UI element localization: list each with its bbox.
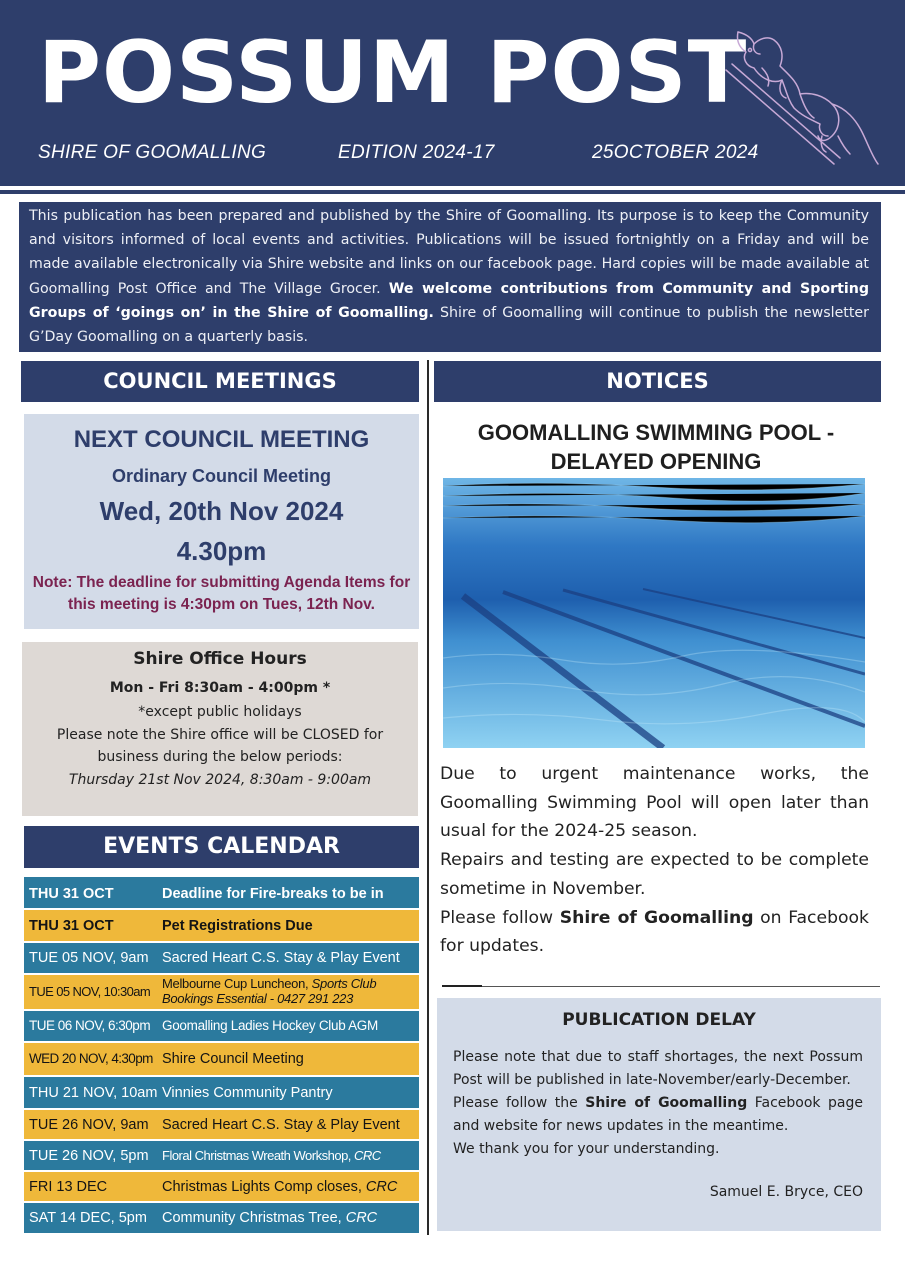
event-row	[24, 1011, 419, 1043]
pool-notice-paragraph: Due to urgent maintenance works, the Goomalling Swimming Pool will open later than usual for the 2024-25 season.	[440, 764, 869, 842]
event-row	[24, 975, 419, 1011]
event-row	[24, 1110, 419, 1141]
event-description: Goomalling Ladies Hockey Club AGM	[162, 1018, 378, 1033]
event-date: THU 31 OCT	[29, 918, 114, 934]
event-date: TUE 26 NOV, 5pm	[29, 1148, 149, 1164]
event-description: Christmas Lights Comp closes, CRC	[162, 1179, 398, 1195]
pool-notice-title: GOOMALLING SWIMMING POOL - DELAYED OPENING	[477, 420, 835, 474]
next-meeting-box	[24, 414, 419, 629]
event-description: Community Christmas Tree, CRC	[162, 1210, 378, 1226]
ceo-signature: Samuel E. Bryce, CEO	[709, 1184, 863, 1200]
event-description: Vinnies Community Pantry	[162, 1085, 333, 1101]
edition-number: EDITION 2024-17	[338, 142, 495, 163]
notice-separator-accent	[442, 985, 482, 987]
event-description: Shire Council Meeting	[162, 1051, 304, 1067]
pool-notice-paragraph: Please follow Shire of Goomalling on Facebook for updates.	[440, 907, 869, 957]
publication-delay-body: Please note that due to staff shortages, the next Possum Post will be published in late-November/early-December. Please follow the Shire of Goomalling Facebook page and website for news updates in the meantime. We thank you for your understanding.	[453, 1049, 863, 1157]
swimming-pool-image	[443, 478, 865, 748]
event-row	[24, 877, 419, 910]
office-hours-box	[22, 642, 418, 816]
event-date: THU 21 NOV, 10am	[29, 1085, 158, 1101]
event-date: FRI 13 DEC	[29, 1179, 108, 1195]
issue-date: 25OCTOBER 2024	[592, 142, 759, 163]
meeting-time: 4.30pm	[176, 536, 267, 566]
possum-icon	[722, 24, 882, 172]
masthead-banner	[0, 0, 905, 186]
event-description: Sacred Heart C.S. Stay & Play Event	[162, 950, 400, 966]
office-closure-period: Thursday 21st Nov 2024, 8:30am - 9:00am	[68, 772, 372, 788]
pool-notice-paragraph: Repairs and testing are expected to be complete sometime in November.	[440, 850, 869, 899]
event-row	[24, 1172, 419, 1203]
event-description: Deadline for Fire-breaks to be in	[162, 886, 384, 902]
council-meetings-heading: COUNCIL MEETINGS	[21, 361, 419, 402]
event-date: TUE 05 NOV, 10:30am	[29, 984, 151, 999]
event-row	[24, 1077, 419, 1110]
pool-notice-body	[440, 760, 869, 961]
office-hours-title: Shire Office Hours	[133, 649, 307, 669]
agenda-deadline-note: Note: The deadline for submitting Agenda Items for this meeting is 4:30pm on Tues, 12th Nov.	[32, 574, 411, 613]
event-description: Floral Christmas Wreath Workshop, CRC	[162, 1148, 381, 1163]
event-date: TUE 26 NOV, 9am	[29, 1117, 149, 1133]
office-hours-exception: *except public holidays	[138, 704, 302, 720]
shire-name: SHIRE OF GOOMALLING	[38, 142, 267, 163]
event-description: Sacred Heart C.S. Stay & Play Event	[162, 1117, 400, 1133]
meeting-date: Wed, 20th Nov 2024	[99, 496, 344, 526]
event-date: SAT 14 DEC, 5pm	[29, 1210, 147, 1226]
event-row	[24, 1043, 419, 1077]
office-closed-note: Please note the Shire office will be CLOSED for business during the below periods:	[56, 727, 384, 765]
intro-bold-text: We welcome contributions from Community and Sporting Groups of ‘goings on’ in the Shire of Goomalling.	[29, 280, 869, 321]
event-description: Pet Registrations Due	[162, 918, 313, 934]
publication-delay-box	[437, 998, 881, 1231]
events-calendar-heading: EVENTS CALENDAR	[24, 826, 419, 868]
meeting-type: Ordinary Council Meeting	[111, 466, 332, 486]
column-divider	[427, 360, 429, 1235]
publication-delay-title: PUBLICATION DELAY	[562, 1010, 756, 1030]
header-rule	[0, 190, 905, 194]
event-row	[24, 910, 419, 943]
event-date: TUE 06 NOV, 6:30pm	[29, 1018, 151, 1033]
notices-heading: NOTICES	[434, 361, 881, 402]
event-date: TUE 05 NOV, 9am	[29, 950, 149, 966]
intro-paragraph: This publication has been prepared and published by the Shire of Goomalling. Its purpose is to keep the Community and visitors informed of local events and activities. Publications will be issued fortnightly on a Friday and will be made available electronically via Shire website and links on our facebook page. Hard copies will be made available at Goomalling Post Office and The Village Grocer. We welcome contributions from Community and Sporting Groups of ‘goings on’ in the Shire of Goomalling. Shire of Goomalling will continue to publish the newsletter G’Day Goomalling on a quarterly basis.	[19, 202, 881, 352]
masthead-title: POSSUM POST	[38, 23, 748, 123]
notice-separator	[442, 986, 880, 987]
event-row	[24, 1203, 419, 1233]
event-row	[24, 1141, 419, 1172]
event-date: WED 20 NOV, 4:30pm	[29, 1051, 153, 1066]
event-date: THU 31 OCT	[29, 886, 114, 902]
next-meeting-title: NEXT COUNCIL MEETING	[73, 426, 370, 453]
event-row	[24, 943, 419, 975]
event-description: Melbourne Cup Luncheon, Sports Club Bookings Essential - 0427 291 223	[162, 976, 377, 1006]
office-hours-times: Mon - Fri 8:30am - 4:00pm *	[109, 680, 331, 696]
